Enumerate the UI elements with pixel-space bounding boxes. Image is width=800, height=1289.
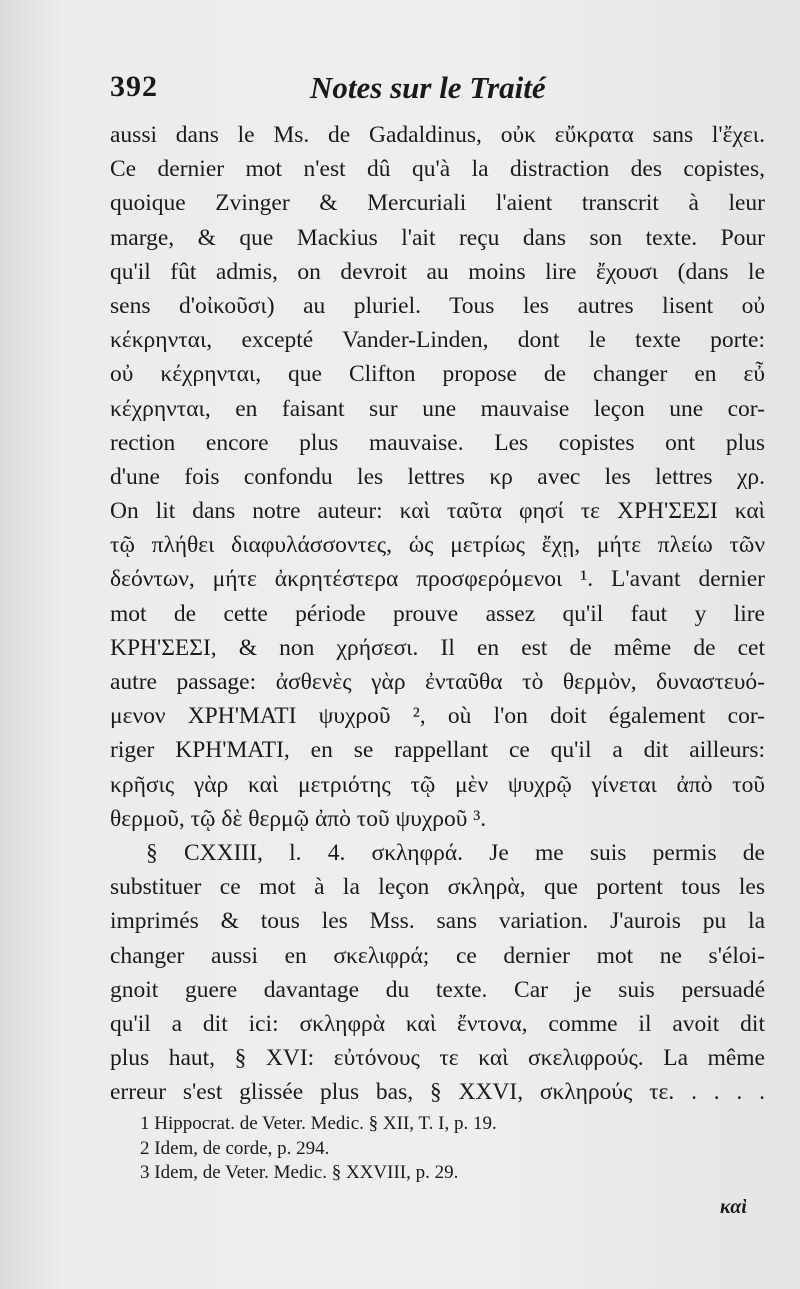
text-line: qu'il a dit ici: σκληφρὰ καὶ ἔντονα, comme il avoit dit xyxy=(110,1010,765,1037)
text-line: rection encore plus mauvaise. Les copistes ont plus xyxy=(110,429,765,456)
footnote: 3 Idem, de Veter. Medic. § XXVIII, p. 29. xyxy=(140,1162,459,1183)
text-line: riger ΚΡΗ'ΜΑΤΙ, en se rappellant ce qu'il a dit ailleurs: xyxy=(110,737,765,764)
text-line: On lit dans notre auteur: καὶ ταῦτα φησί τε ΧΡΗ'ΣΕΣΙ καὶ xyxy=(110,498,765,525)
text-line: aussi dans le Ms. de Gadaldinus, οὐκ εὔκρατα sans l'ἔχει. xyxy=(110,122,765,148)
text-line: imprimés & tous les Mss. sans variation. J'aurois pu la xyxy=(110,908,765,935)
text-line: gnoit guere davantage du texte. Car je suis persuadé xyxy=(110,976,765,1003)
text-line: changer aussi en σκελιφρά; ce dernier mot ne s'éloi- xyxy=(110,942,765,969)
text-line: marge, & que Mackius l'ait reçu dans son texte. Pour xyxy=(110,224,765,251)
text-line: κέχρηνται, en faisant sur une mauvaise leçon une cor- xyxy=(110,395,765,422)
text-line: Ce dernier mot n'est dû qu'à la distraction des copistes, xyxy=(110,156,765,183)
footnotes xyxy=(140,1112,660,1186)
text-line: d'une fois confondu les lettres κρ avec les lettres χρ. xyxy=(110,463,765,490)
text-line: qu'il fût admis, on devroit au moins lire ἔχουσι (dans le xyxy=(110,258,765,285)
page-number: 392 xyxy=(110,70,158,103)
text-line: autre passage: ἀσθενὲς γὰρ ἐνταῦθα τὸ θερμὸν, δυναστευό- xyxy=(110,669,765,695)
body-text xyxy=(110,118,765,1109)
paragraph-end-line: θερμοῦ, τῷ δὲ θερμῷ ἀπὸ τοῦ ψυχροῦ ³. xyxy=(110,805,487,832)
text-line: sens d'οἰκοῦσι) au pluriel. Tous les autres lisent οὐ xyxy=(110,292,765,319)
text-line: δεόντων, μήτε ἀκρητέστερα προσφερόμενοι ¹. L'avant dernier xyxy=(110,566,765,593)
section-start-line: § CXXIII, l. 4. σκληφρά. Je me suis permis de xyxy=(146,839,765,866)
text-line: mot de cette période prouve assez qu'il faut y lire xyxy=(110,600,765,627)
footnote: 2 Idem, de corde, p. 294. xyxy=(140,1137,330,1159)
page-header xyxy=(110,70,770,110)
running-title: Notes sur le Traité xyxy=(310,70,546,105)
footnote: 1 Hippocrat. de Veter. Medic. § XII, T. I, p. 19. xyxy=(140,1113,497,1134)
text-line: τῷ πλήθει διαφυλάσσοντες, ὡς μετρίως ἔχῃ, μήτε πλείω τῶν xyxy=(110,532,765,559)
text-line: quoique Zvinger & Mercuriali l'aient transcrit à leur xyxy=(110,190,765,217)
text-line: μενον ΧΡΗ'ΜΑΤΙ ψυχροῦ ², où l'on doit également cor- xyxy=(110,703,765,730)
text-line: erreur s'est glissée plus bas, § XXVI, σκληρούς τε. . . . . xyxy=(110,1079,765,1106)
text-line: κέκρηνται, excepté Vander-Linden, dont le texte porte: xyxy=(110,327,765,354)
text-line: substituer ce mot à la leçon σκληρὰ, que portent tous les xyxy=(110,874,765,901)
text-line: οὐ κέχρηνται, que Clifton propose de changer en εὖ xyxy=(110,361,765,388)
text-line: plus haut, § XVI: εὐτόνους τε καὶ σκελιφρούς. La même xyxy=(110,1045,765,1072)
text-line: ΚΡΗ'ΣΕΣΙ, & non χρήσεσι. Il en est de même de cet xyxy=(110,634,765,661)
catchword: καὶ xyxy=(720,1196,747,1218)
text-line: κρῆσις γὰρ καὶ μετριότης τῷ μὲν ψυχρῷ γίνεται ἀπὸ τοῦ xyxy=(110,771,765,798)
